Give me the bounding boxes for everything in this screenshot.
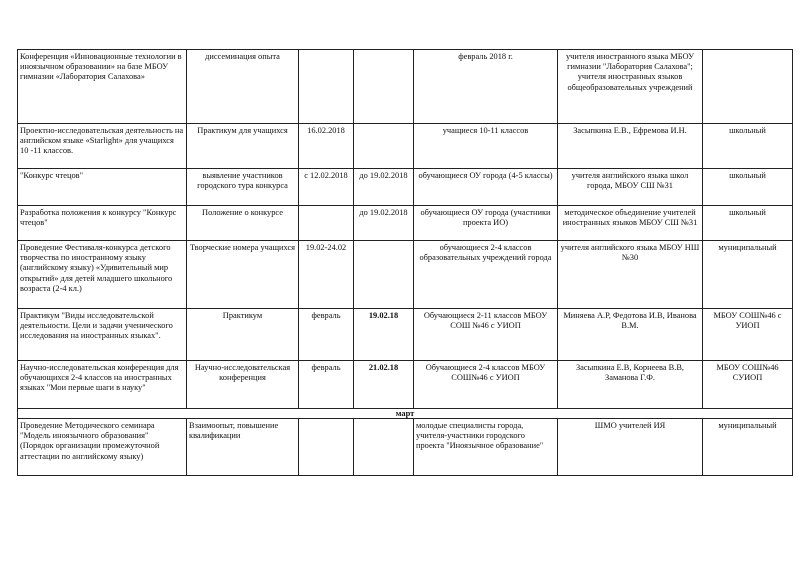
date-to-cell	[354, 419, 414, 476]
level-cell	[703, 50, 793, 124]
date-to-cell	[354, 124, 414, 169]
date-from-cell	[299, 50, 354, 124]
month-label: март	[18, 409, 793, 419]
responsible-cell: Засыпкина Е.В, Корнеева В.В, Заманова Г.Ф.	[558, 361, 703, 409]
form-cell: Творческие номера учащихся	[187, 241, 299, 309]
form-cell: Взаимоопыт, повышение квалификации	[187, 419, 299, 476]
responsible-cell: учителя английского языка МБОУ НШ №30	[558, 241, 703, 309]
event-cell: Практикум "Виды исследовательской деятельности. Цели и задачи ученического исследования на иностранных языках".	[18, 309, 187, 361]
form-cell: Положение о конкурсе	[187, 206, 299, 241]
level-cell: школьный	[703, 206, 793, 241]
level-cell: муниципальный	[703, 241, 793, 309]
table-row	[18, 206, 793, 241]
form-cell: диссеминация опыта	[187, 50, 299, 124]
date-from-cell: 16.02.2018	[299, 124, 354, 169]
form-cell: выявление участников городского тура конкурса	[187, 169, 299, 206]
date-to-cell	[354, 50, 414, 124]
date-to-cell: до 19.02.2018	[354, 169, 414, 206]
date-from-cell: февраль	[299, 309, 354, 361]
level-cell: МБОУ СОШ№46 с УИОП	[703, 309, 793, 361]
level-cell: школьный	[703, 169, 793, 206]
event-cell: "Конкурс чтецов"	[18, 169, 187, 206]
level-cell: школьный	[703, 124, 793, 169]
month-row	[18, 409, 793, 419]
responsible-cell: Засыпкина Е.В., Ефремова И.Н.	[558, 124, 703, 169]
participants-cell: Обучающиеся 2-4 классов МБОУ СОШ№46 с УИОП	[414, 361, 558, 409]
participants-cell: обучающиеся 2-4 классов образовательных учреждений города	[414, 241, 558, 309]
event-cell: Проектно-исследовательская деятельность на английском языке «Starlight» для учащихся 10 -11 классов.	[18, 124, 187, 169]
date-to-cell	[354, 241, 414, 309]
form-cell: Практикум для учащихся	[187, 124, 299, 169]
events-table	[17, 49, 793, 476]
event-cell: Проведение Фестиваля-конкурса детского творчества по иностранному языку (английскому языку) «Удивительный мир открытий» для детей младшего школьного возраста (2-4 кл.)	[18, 241, 187, 309]
form-cell: Практикум	[187, 309, 299, 361]
level-cell: МБОУ СОШ№46 СУИОП	[703, 361, 793, 409]
event-cell: Научно-исследовательская конференция для обучающихся 2-4 классов на иностранных языках "Мои первые шаги в науку"	[18, 361, 187, 409]
table-row	[18, 124, 793, 169]
event-cell: Проведение Методического семинара "Модель иноязычного образования" (Порядок организации промежуточной аттестации по английскому языку)	[18, 419, 187, 476]
responsible-cell: учителя иностранного языка МБОУ гимназии "Лаборатория Салахова"; учителя иностранных языков общеобразовательных учреждений	[558, 50, 703, 124]
form-cell: Научно-исследовательская конференция	[187, 361, 299, 409]
event-cell: Разработка положения к конкурсу "Конкурс чтецов"	[18, 206, 187, 241]
date-from-cell	[299, 206, 354, 241]
level-cell: муниципальный	[703, 419, 793, 476]
date-from-cell: февраль	[299, 361, 354, 409]
responsible-cell: учителя английского языка школ города, МБОУ СШ №31	[558, 169, 703, 206]
participants-cell: обучающиеся ОУ города (участники проекта ИО)	[414, 206, 558, 241]
date-to-cell: до 19.02.2018	[354, 206, 414, 241]
document-page	[17, 49, 792, 476]
participants-cell: февраль 2018 г.	[414, 50, 558, 124]
date-to-cell: 19.02.18	[354, 309, 414, 361]
participants-cell: обучающиеся ОУ города (4-5 классы)	[414, 169, 558, 206]
date-to-cell: 21.02.18	[354, 361, 414, 409]
participants-cell: Обучающиеся 2-11 классов МБОУ СОШ №46 с УИОП	[414, 309, 558, 361]
table-row	[18, 169, 793, 206]
participants-cell: молодые специалисты города, учителя-участники городского проекта "Иноязычное образование"	[414, 419, 558, 476]
responsible-cell: методическое объединение учителей иностранных языков МБОУ СШ №31	[558, 206, 703, 241]
table-row	[18, 361, 793, 409]
responsible-cell: ШМО учителей ИЯ	[558, 419, 703, 476]
table-row	[18, 241, 793, 309]
date-from-cell: 19.02-24.02	[299, 241, 354, 309]
table-row	[18, 309, 793, 361]
participants-cell: учащиеся 10-11 классов	[414, 124, 558, 169]
table-row	[18, 419, 793, 476]
event-cell: Конференция «Инновационные технологии в иноязычном образовании» на базе МБОУ гимназии «Лаборатория Салахова»	[18, 50, 187, 124]
date-from-cell: с 12.02.2018	[299, 169, 354, 206]
date-from-cell	[299, 419, 354, 476]
table-row	[18, 50, 793, 124]
responsible-cell: Миняева А.Р, Федотова И.В, Иванова В.М.	[558, 309, 703, 361]
